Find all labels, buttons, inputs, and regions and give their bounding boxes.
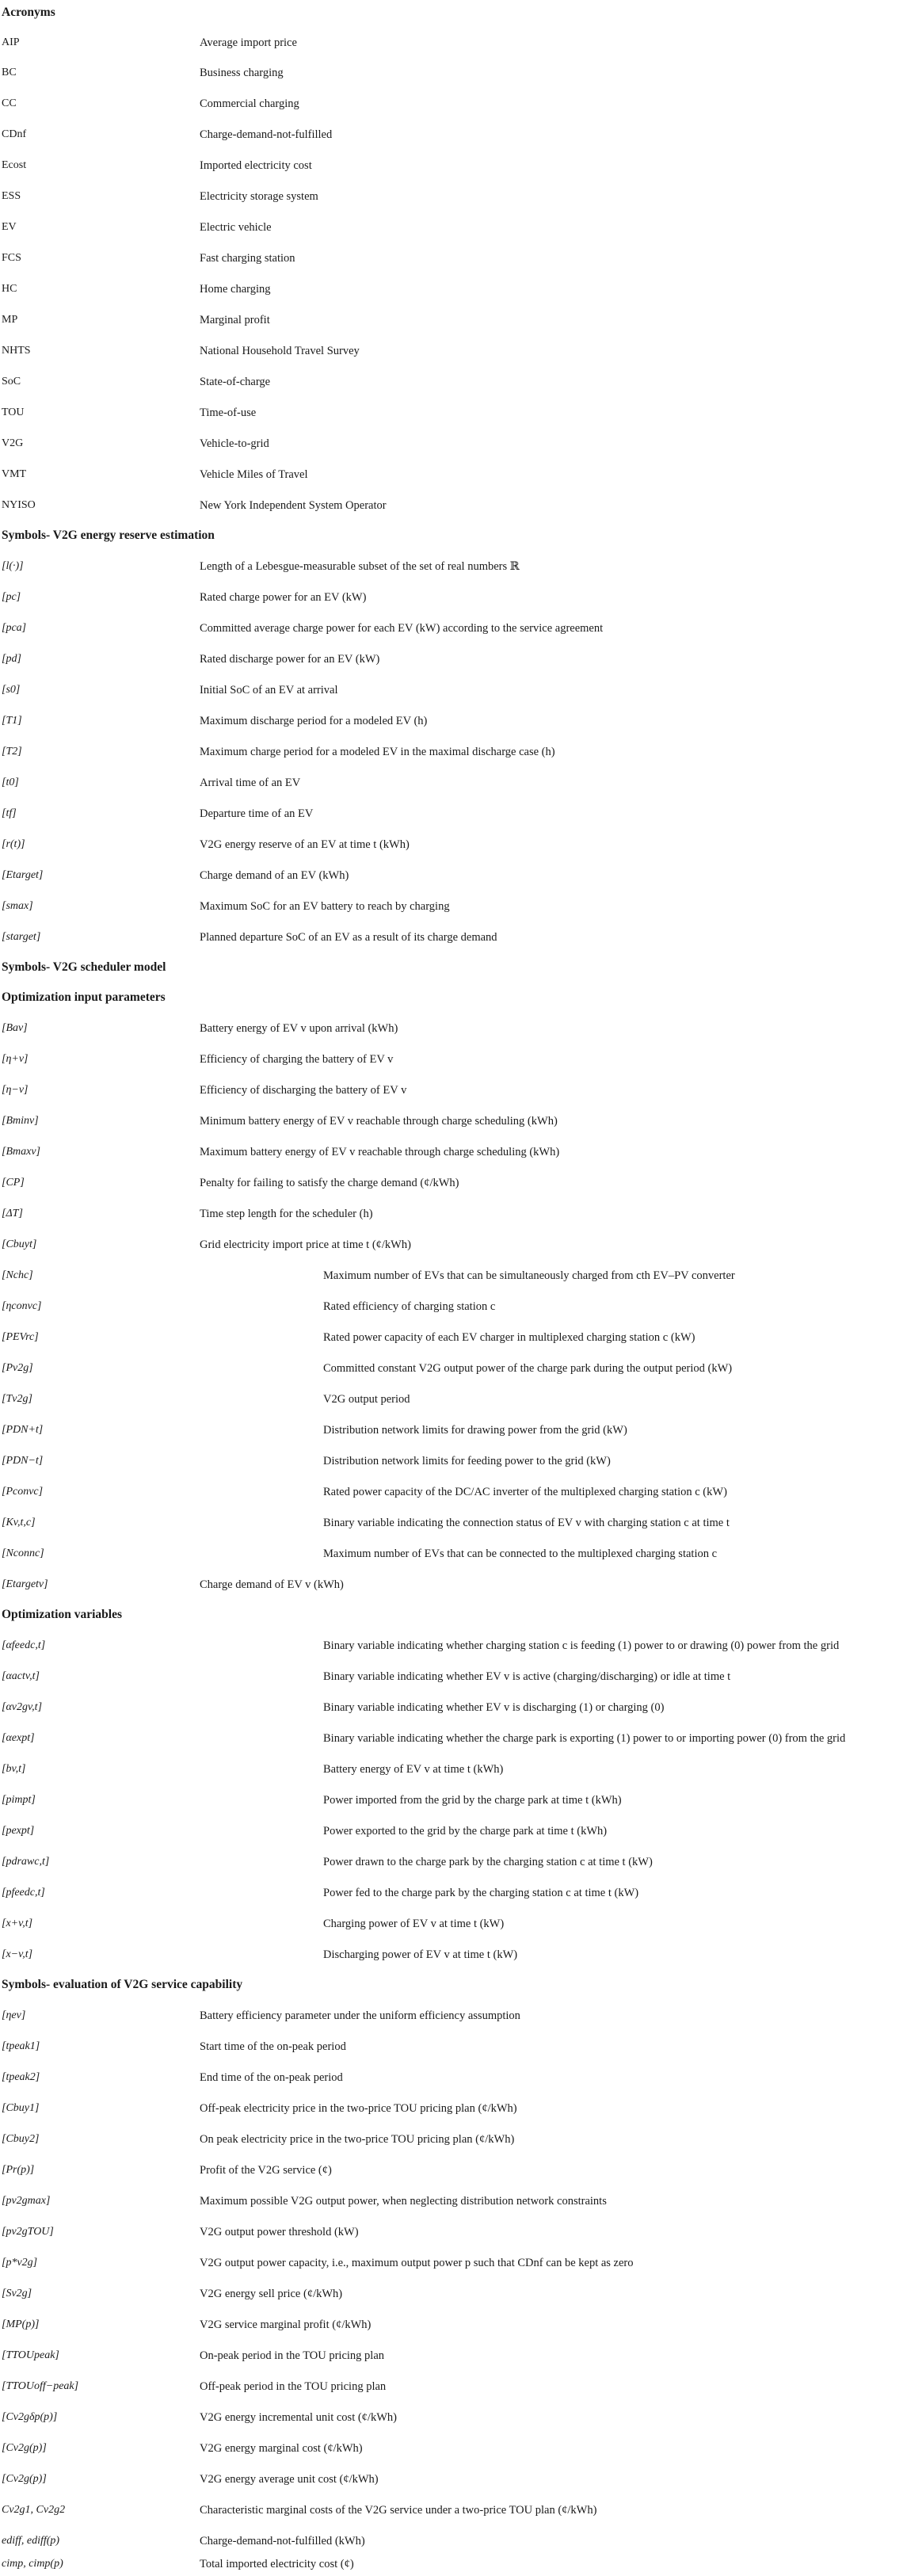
table-row [0,1266,907,1285]
symbol: [T2] [2,746,22,758]
table-row [0,434,907,453]
table-row [0,1174,907,1193]
symbol: [pv2gTOU] [2,2226,54,2238]
description: Off-peak period in the TOU pricing plan [200,2380,387,2393]
description: Battery energy of EV v upon arrival (kWh) [200,1022,398,1035]
description: Charge-demand-not-fulfilled [200,128,333,141]
symbol: EV [2,221,17,233]
description: Power drawn to the charge park by the charging station c at time t (kW) [323,1856,653,1868]
table-row [0,588,907,607]
description: Efficiency of charging the battery of EV v [200,1053,394,1066]
symbol: [Kv,t,c] [2,1517,36,1528]
table-row [0,249,907,268]
symbol: [smax] [2,900,33,912]
description: Distribution network limits for feeding power to the grid (kW) [323,1455,611,1467]
table-row [0,1297,907,1316]
symbol: [ηev] [2,2009,26,2021]
description: Battery energy of EV v at time t (kWh) [323,1763,504,1776]
description: V2G energy reserve of an EV at time t (kWh) [200,838,410,851]
symbol: [CP] [2,1177,25,1189]
section-heading-v2g-scheduler: Symbols- V2G scheduler model [2,960,166,974]
description: Charge-demand-not-fulfilled (kWh) [200,2535,365,2547]
table-row [0,2501,907,2520]
symbol: [Etargetv] [2,1578,48,1590]
table-row [0,1883,907,1902]
symbol: [Sv2g] [2,2288,32,2299]
table-row [0,1204,907,1223]
table-row [0,2284,907,2303]
symbol: V2G [2,437,24,449]
symbol: [Bmaxv] [2,1146,40,1158]
description: Start time of the on-peak period [200,2040,346,2053]
symbol: [pv2gmax] [2,2195,51,2207]
symbol: [s0] [2,684,21,696]
symbol: CDnf [2,128,27,140]
description: Binary variable indicating the connection status of EV v with charging station c at time t [323,1517,730,1529]
description: Rated power capacity of each EV charger in multiplexed charging station c (kW) [323,1331,695,1344]
table-row [0,1081,907,1100]
table-row [0,1760,907,1779]
description: Rated charge power for an EV (kW) [200,591,367,604]
table-row [0,1452,907,1471]
description: Vehicle-to-grid [200,437,269,450]
table-row [0,342,907,361]
symbol: ESS [2,190,21,202]
section-heading-optimization-variables: Optimization variables [2,1608,122,1621]
description: Battery efficiency parameter under the uniform efficiency assumption [200,2009,520,2022]
symbol: NYISO [2,499,36,511]
description: Committed constant V2G output power of the charge park during the output period (kW) [323,1362,733,1375]
description: Maximum SoC for an EV battery to reach by charging [200,900,450,913]
symbol: [Cbuy2] [2,2133,40,2145]
symbol: [η−v] [2,1084,29,1096]
table-row [0,2439,907,2458]
description: New York Independent System Operator [200,499,387,512]
description: Arrival time of an EV [200,777,301,789]
table-row [0,742,907,761]
table-row [0,1235,907,1254]
description: Distribution network limits for drawing power from the grid (kW) [323,1424,627,1437]
symbol: [r(t)] [2,838,25,850]
description: Total imported electricity cost (¢) [200,2558,354,2570]
table-row [0,2223,907,2242]
description: Rated efficiency of charging station c [323,1300,496,1313]
table-row [0,1544,907,1563]
table-row [0,2408,907,2427]
description: Rated discharge power for an EV (kW) [200,653,380,666]
description: V2G energy incremental unit cost (¢/kWh) [200,2411,397,2424]
table-row [0,1791,907,1810]
table-row [0,1390,907,1409]
description: Time step length for the scheduler (h) [200,1208,373,1220]
table-row [0,280,907,299]
table-row [0,2037,907,2056]
symbol: [Tv2g] [2,1393,32,1405]
table-row [0,94,907,113]
table-row [0,804,907,823]
table-row [0,218,907,237]
description: On-peak period in the TOU pricing plan [200,2349,385,2362]
table-row [0,1698,907,1717]
symbol: [αv2gv,t] [2,1701,43,1713]
symbol: [p*v2g] [2,2257,38,2269]
description: V2G energy sell price (¢/kWh) [200,2288,343,2300]
description: Off-peak electricity price in the two-price TOU pricing plan (¢/kWh) [200,2102,517,2115]
section-heading-v2g-evaluation: Symbols- evaluation of V2G service capability [2,1978,243,1991]
description: End time of the on-peak period [200,2071,343,2084]
symbol: [pd] [2,653,21,665]
description: V2G energy average unit cost (¢/kWh) [200,2473,379,2486]
description: Maximum discharge period for a modeled EV (h) [200,715,428,727]
table-row [0,1112,907,1131]
description: Electricity storage system [200,190,318,203]
symbol: [pdrawc,t] [2,1856,50,1868]
table-row [0,187,907,206]
symbol: [Nchc] [2,1269,33,1281]
table-row [0,2470,907,2489]
symbol: BC [2,67,17,78]
description: Maximum charge period for a modeled EV in the maximal discharge case (h) [200,746,555,758]
description: Profit of the V2G service (¢) [200,2164,332,2177]
symbol: [η+v] [2,1053,29,1065]
table-row [0,928,907,947]
table-row [0,465,907,484]
description: Maximum possible V2G output power, when neglecting distribution network constraints [200,2195,607,2208]
table-row [0,1853,907,1872]
symbol: TOU [2,406,25,418]
symbol: [Bminv] [2,1115,39,1127]
table-row [0,866,907,885]
description: Maximum number of EVs that can be connected to the multiplexed charging station c [323,1548,718,1560]
table-row [0,2099,907,2118]
description: V2G service marginal profit (¢/kWh) [200,2318,372,2331]
symbol: [pfeedc,t] [2,1887,45,1899]
symbol: FCS [2,252,21,264]
table-row [0,557,907,576]
description: National Household Travel Survey [200,345,360,357]
table-row [0,2555,907,2574]
description: Electric vehicle [200,221,272,234]
table-row [0,1729,907,1748]
description: Length of a Lebesgue-measurable subset of the set of real numbers ℝ [200,560,520,573]
description: Binary variable indicating whether charging station c is feeding (1) power to or drawing (0) power from the grid [323,1639,840,1652]
table-row [0,1945,907,1964]
table-row [0,1143,907,1162]
symbol: [T1] [2,715,22,727]
description: Binary variable indicating whether EV v is active (charging/discharging) or idle at time t [323,1670,731,1683]
description: On peak electricity price in the two-price TOU pricing plan (¢/kWh) [200,2133,515,2146]
description: Commercial charging [200,97,299,110]
symbol: VMT [2,468,27,480]
section-heading-v2g-energy-reserve: Symbols- V2G energy reserve estimation [2,529,215,542]
symbol: ediff, ediff(p) [2,2535,60,2547]
symbol: [bv,t] [2,1763,26,1775]
symbol: AIP [2,36,20,48]
table-row [0,1914,907,1933]
description: Maximum number of EVs that can be simultaneously charged from cth EV–PV converter [323,1269,735,1282]
symbol: [Cv2g(p)] [2,2473,47,2485]
table-row [0,2006,907,2025]
section-heading-optimization-inputs: Optimization input parameters [2,990,166,1004]
symbol: Cv2g1, Cv2g2 [2,2504,66,2516]
description: Planned departure SoC of an EV as a result of its charge demand [200,931,497,944]
table-row [0,1050,907,1069]
table-row [0,650,907,669]
description: Power imported from the grid by the charge park at time t (kWh) [323,1794,622,1807]
description: V2G output power threshold (kW) [200,2226,359,2238]
table-row [0,1359,907,1378]
symbol: [Cv2gδp(p)] [2,2411,58,2423]
symbol: [tpeak2] [2,2071,40,2083]
symbol: [pc] [2,591,21,603]
table-row [0,1667,907,1686]
description: V2G output power capacity, i.e., maximum output power p such that CDnf can be kept as zero [200,2257,634,2269]
table-row [0,619,907,638]
table-row [0,897,907,916]
table-row [0,156,907,175]
table-row [0,1328,907,1347]
description: Rated power capacity of the DC/AC inverter of the multiplexed charging station c (kW) [323,1486,727,1498]
symbol: [Bav] [2,1022,28,1034]
table-row [0,2254,907,2273]
symbol: [Cv2g(p)] [2,2442,47,2454]
symbol: [PEVrc] [2,1331,39,1343]
table-row [0,2068,907,2087]
symbol: [t0] [2,777,19,788]
description: Discharging power of EV v at time t (kW) [323,1948,518,1961]
description: Imported electricity cost [200,159,312,172]
symbol: [TTOUpeak] [2,2349,59,2361]
table-row [0,63,907,82]
table-row [0,712,907,731]
table-row [0,372,907,391]
description: V2G output period [323,1393,410,1406]
table-row [0,2346,907,2365]
description: Time-of-use [200,406,257,419]
symbol: MP [2,314,18,326]
symbol: [PDN+t] [2,1424,44,1436]
symbol: Ecost [2,159,27,171]
symbol: [Etarget] [2,869,44,881]
symbol: [MP(p)] [2,2318,40,2330]
description: Vehicle Miles of Travel [200,468,308,481]
description: Power exported to the grid by the charge park at time t (kWh) [323,1825,608,1838]
table-row [0,681,907,700]
symbol: [pimpt] [2,1794,36,1806]
description: Penalty for failing to satisfy the charge demand (¢/kWh) [200,1177,459,1189]
table-row [0,2161,907,2180]
description: Efficiency of discharging the battery of EV v [200,1084,407,1097]
table-row [0,1575,907,1594]
section-heading-acronyms: Acronyms [2,6,55,19]
symbol: CC [2,97,17,109]
description: V2G energy marginal cost (¢/kWh) [200,2442,363,2455]
table-row [0,1019,907,1038]
description: Marginal profit [200,314,270,326]
table-row [0,835,907,854]
table-row [0,2315,907,2334]
table-row [0,2192,907,2211]
description: State-of-charge [200,376,271,388]
description: Power fed to the charge park by the charging station c at time t (kW) [323,1887,639,1899]
table-row [0,2377,907,2396]
description: Average import price [200,36,297,49]
symbol: SoC [2,376,21,387]
table-row [0,403,907,422]
description: Grid electricity import price at time t (¢/kWh) [200,1238,411,1251]
symbol: [PDN−t] [2,1455,44,1467]
description: Home charging [200,283,271,296]
symbol: [l(·)] [2,560,24,572]
symbol: HC [2,283,17,295]
description: Fast charging station [200,252,295,265]
table-row [0,33,907,52]
description: Charging power of EV v at time t (kW) [323,1918,505,1930]
symbol: [αactv,t] [2,1670,40,1682]
symbol: [Pr(p)] [2,2164,35,2176]
table-row [0,773,907,792]
symbol: [x+v,t] [2,1918,33,1929]
description: Charge demand of an EV (kWh) [200,869,349,882]
description: Maximum battery energy of EV v reachable through charge scheduling (kWh) [200,1146,560,1158]
symbol: [pca] [2,622,27,634]
symbol: [Nconnc] [2,1548,44,1559]
symbol: [starget] [2,931,41,943]
symbol: [Cbuy1] [2,2102,40,2114]
symbol: [αfeedc,t] [2,1639,46,1651]
symbol: [ηconvc] [2,1300,42,1312]
table-row [0,311,907,330]
symbol: [pexpt] [2,1825,35,1837]
symbol: cimp, cimp(p) [2,2558,63,2570]
symbol: [tpeak1] [2,2040,40,2052]
description: Minimum battery energy of EV v reachable through charge scheduling (kWh) [200,1115,558,1128]
table-row [0,1421,907,1440]
description: Committed average charge power for each EV (kW) according to the service agreement [200,622,604,635]
description: Charge demand of EV v (kWh) [200,1578,344,1591]
symbol: [ΔT] [2,1208,23,1219]
description: Departure time of an EV [200,807,314,820]
table-row [0,2532,907,2551]
description: Initial SoC of an EV at arrival [200,684,338,696]
table-row [0,496,907,515]
symbol: [αexpt] [2,1732,35,1744]
description: Binary variable indicating whether EV v is discharging (1) or charging (0) [323,1701,665,1714]
table-row [0,1483,907,1502]
table-row [0,125,907,144]
symbol: [Cbuyt] [2,1238,37,1250]
description: Binary variable indicating whether the charge park is exporting (1) power to or importing power (0) from the grid [323,1732,846,1745]
symbol: [x−v,t] [2,1948,33,1960]
symbol: [TTOUoff−peak] [2,2380,79,2392]
table-row [0,1636,907,1655]
symbol: [tf] [2,807,17,819]
description: Characteristic marginal costs of the V2G service under a two-price TOU plan (¢/kWh) [200,2504,597,2517]
symbol: [Pv2g] [2,1362,33,1374]
symbol: NHTS [2,345,31,357]
table-row [0,2130,907,2149]
table-row [0,1822,907,1841]
symbol: [Pconvc] [2,1486,44,1498]
table-row [0,1513,907,1532]
description: Business charging [200,67,284,79]
